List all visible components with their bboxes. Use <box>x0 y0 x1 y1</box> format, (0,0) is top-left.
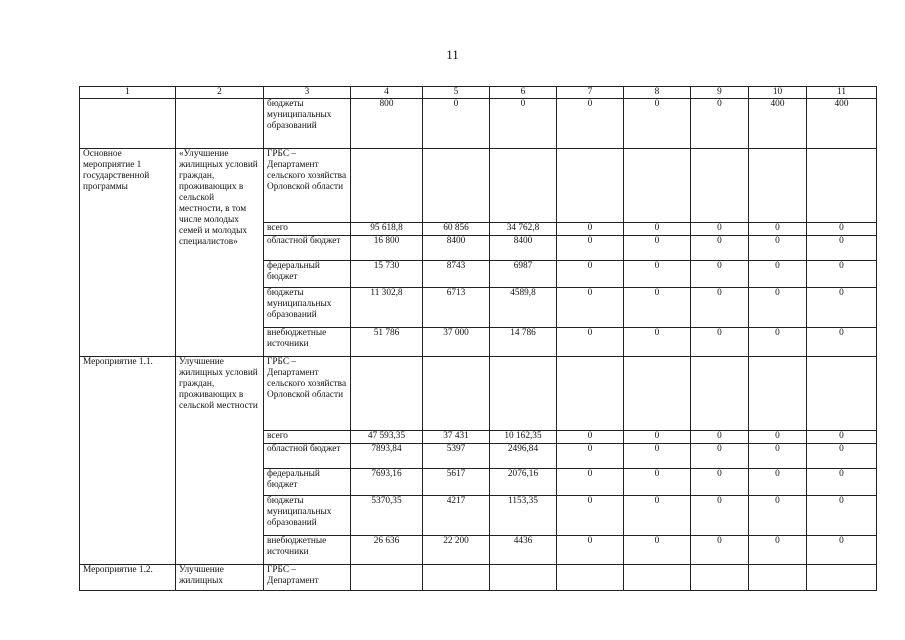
value-cell: 0 <box>691 444 749 469</box>
value-cell: 1153,35 <box>490 496 557 536</box>
row-label: федеральный бюджет <box>264 469 351 496</box>
table-cell <box>423 565 490 591</box>
value-cell: 0 <box>691 223 749 236</box>
table-cell <box>351 149 423 223</box>
budget-table <box>79 86 877 591</box>
event-name: Мероприятие 1.2. <box>80 565 176 591</box>
value-cell: 0 <box>749 328 807 357</box>
header-row <box>80 87 877 99</box>
value-cell: 0 <box>557 444 624 469</box>
value-cell: 0 <box>691 536 749 565</box>
table-cell <box>749 149 807 223</box>
header-cell: 4 <box>351 87 423 99</box>
value-cell: 0 <box>749 288 807 328</box>
value-cell: 2076,16 <box>490 469 557 496</box>
table-row <box>80 357 877 431</box>
table-cell <box>749 565 807 591</box>
table-cell <box>624 357 691 431</box>
value-cell: 400 <box>749 99 807 149</box>
value-cell: 51 786 <box>351 328 423 357</box>
table-cell <box>691 565 749 591</box>
value-cell: 0 <box>557 261 624 288</box>
value-cell: 0 <box>624 496 691 536</box>
table-cell <box>351 565 423 591</box>
header-cell: 7 <box>557 87 624 99</box>
page-number: 11 <box>446 47 459 62</box>
table-cell <box>80 99 176 149</box>
value-cell: 0 <box>749 223 807 236</box>
value-cell: 95 618,8 <box>351 223 423 236</box>
value-cell: 0 <box>624 236 691 261</box>
value-cell: 4217 <box>423 496 490 536</box>
value-cell: 0 <box>749 261 807 288</box>
table-cell <box>557 149 624 223</box>
value-cell: 0 <box>557 328 624 357</box>
value-cell: 22 200 <box>423 536 490 565</box>
header-cell: 8 <box>624 87 691 99</box>
value-cell: 15 730 <box>351 261 423 288</box>
value-cell: 37 431 <box>423 431 490 444</box>
table-cell <box>490 565 557 591</box>
row-label: всего <box>264 223 351 236</box>
row-label: внебюджетные источники <box>264 536 351 565</box>
table-cell <box>807 357 877 431</box>
table-row <box>80 149 877 223</box>
value-cell: 8743 <box>423 261 490 288</box>
value-cell: 4589,8 <box>490 288 557 328</box>
table-cell <box>749 357 807 431</box>
value-cell: 47 593,35 <box>351 431 423 444</box>
value-cell: 11 302,8 <box>351 288 423 328</box>
header-cell: 11 <box>807 87 877 99</box>
grbs-cell: ГРБС – Департамент <box>264 565 351 591</box>
table-cell <box>490 357 557 431</box>
table-cell <box>423 149 490 223</box>
value-cell: 0 <box>624 261 691 288</box>
value-cell: 0 <box>691 261 749 288</box>
event-description: Улучшение жилищных <box>176 565 264 591</box>
value-cell: 0 <box>807 288 877 328</box>
value-cell: 60 856 <box>423 223 490 236</box>
value-cell: 8400 <box>490 236 557 261</box>
event-name: Мероприятие 1.1. <box>80 357 176 565</box>
value-cell: 0 <box>807 496 877 536</box>
table-row <box>80 565 877 591</box>
value-cell: 0 <box>423 99 490 149</box>
value-cell: 0 <box>624 328 691 357</box>
grbs-cell: ГРБС – Департамент сельского хозяйства Орловской области <box>264 149 351 223</box>
row-label: федеральный бюджет <box>264 261 351 288</box>
table-cell <box>807 149 877 223</box>
value-cell: 0 <box>807 223 877 236</box>
value-cell: 0 <box>749 496 807 536</box>
table-cell <box>691 357 749 431</box>
value-cell: 0 <box>624 223 691 236</box>
table-cell <box>807 565 877 591</box>
header-cell: 1 <box>80 87 176 99</box>
row-label: бюджеты муниципальных образований <box>264 99 351 149</box>
value-cell: 0 <box>807 328 877 357</box>
row-label: бюджеты муниципальных образований <box>264 288 351 328</box>
value-cell: 0 <box>691 99 749 149</box>
value-cell: 10 162,35 <box>490 431 557 444</box>
value-cell: 0 <box>691 288 749 328</box>
header-cell: 10 <box>749 87 807 99</box>
value-cell: 0 <box>691 328 749 357</box>
table-cell <box>557 357 624 431</box>
value-cell: 4436 <box>490 536 557 565</box>
value-cell: 7893,84 <box>351 444 423 469</box>
value-cell: 800 <box>351 99 423 149</box>
value-cell: 0 <box>557 223 624 236</box>
value-cell: 37 000 <box>423 328 490 357</box>
value-cell: 6713 <box>423 288 490 328</box>
table-cell <box>624 149 691 223</box>
event-description: «Улучшение жилищных условий граждан, проживающих в сельской местности, в том числе молодых семей и молодых специалистов» <box>176 149 264 357</box>
value-cell: 6987 <box>490 261 557 288</box>
value-cell: 0 <box>749 444 807 469</box>
value-cell: 0 <box>807 431 877 444</box>
value-cell: 0 <box>624 288 691 328</box>
value-cell: 0 <box>691 469 749 496</box>
value-cell: 0 <box>691 431 749 444</box>
row-label: областной бюджет <box>264 236 351 261</box>
table-cell <box>490 149 557 223</box>
value-cell: 0 <box>557 536 624 565</box>
row-label: бюджеты муниципальных образований <box>264 496 351 536</box>
row-label: всего <box>264 431 351 444</box>
header-cell: 3 <box>264 87 351 99</box>
value-cell: 0 <box>807 444 877 469</box>
value-cell: 0 <box>557 469 624 496</box>
value-cell: 0 <box>807 261 877 288</box>
value-cell: 14 786 <box>490 328 557 357</box>
header-cell: 6 <box>490 87 557 99</box>
value-cell: 0 <box>557 99 624 149</box>
value-cell: 0 <box>557 236 624 261</box>
value-cell: 0 <box>749 236 807 261</box>
row-label: внебюджетные источники <box>264 328 351 357</box>
event-name: Основное мероприятие 1 государственной программы <box>80 149 176 357</box>
value-cell: 16 800 <box>351 236 423 261</box>
table-cell <box>624 565 691 591</box>
value-cell: 2496,84 <box>490 444 557 469</box>
value-cell: 34 762,8 <box>490 223 557 236</box>
value-cell: 0 <box>749 431 807 444</box>
value-cell: 0 <box>624 536 691 565</box>
value-cell: 0 <box>691 236 749 261</box>
table-cell <box>557 565 624 591</box>
value-cell: 5617 <box>423 469 490 496</box>
value-cell: 0 <box>807 236 877 261</box>
event-description: Улучшение жилищных условий граждан, проживающих в сельской местности <box>176 357 264 565</box>
value-cell: 0 <box>624 431 691 444</box>
header-cell: 9 <box>691 87 749 99</box>
value-cell: 8400 <box>423 236 490 261</box>
value-cell: 0 <box>624 99 691 149</box>
table-cell <box>423 357 490 431</box>
value-cell: 26 636 <box>351 536 423 565</box>
value-cell: 0 <box>624 469 691 496</box>
header-cell: 2 <box>176 87 264 99</box>
table-body <box>80 87 877 591</box>
value-cell: 0 <box>557 431 624 444</box>
value-cell: 0 <box>691 496 749 536</box>
value-cell: 400 <box>807 99 877 149</box>
row-label: областной бюджет <box>264 444 351 469</box>
table-cell <box>691 149 749 223</box>
value-cell: 0 <box>807 469 877 496</box>
value-cell: 0 <box>557 288 624 328</box>
value-cell: 0 <box>624 444 691 469</box>
grbs-cell: ГРБС – Департамент сельского хозяйства Орловской области <box>264 357 351 431</box>
value-cell: 0 <box>807 536 877 565</box>
value-cell: 0 <box>490 99 557 149</box>
value-cell: 5397 <box>423 444 490 469</box>
value-cell: 7693,16 <box>351 469 423 496</box>
table-row <box>80 99 877 149</box>
header-cell: 5 <box>423 87 490 99</box>
value-cell: 0 <box>557 496 624 536</box>
table-cell <box>176 99 264 149</box>
value-cell: 5370,35 <box>351 496 423 536</box>
value-cell: 0 <box>749 469 807 496</box>
value-cell: 0 <box>749 536 807 565</box>
table-cell <box>351 357 423 431</box>
